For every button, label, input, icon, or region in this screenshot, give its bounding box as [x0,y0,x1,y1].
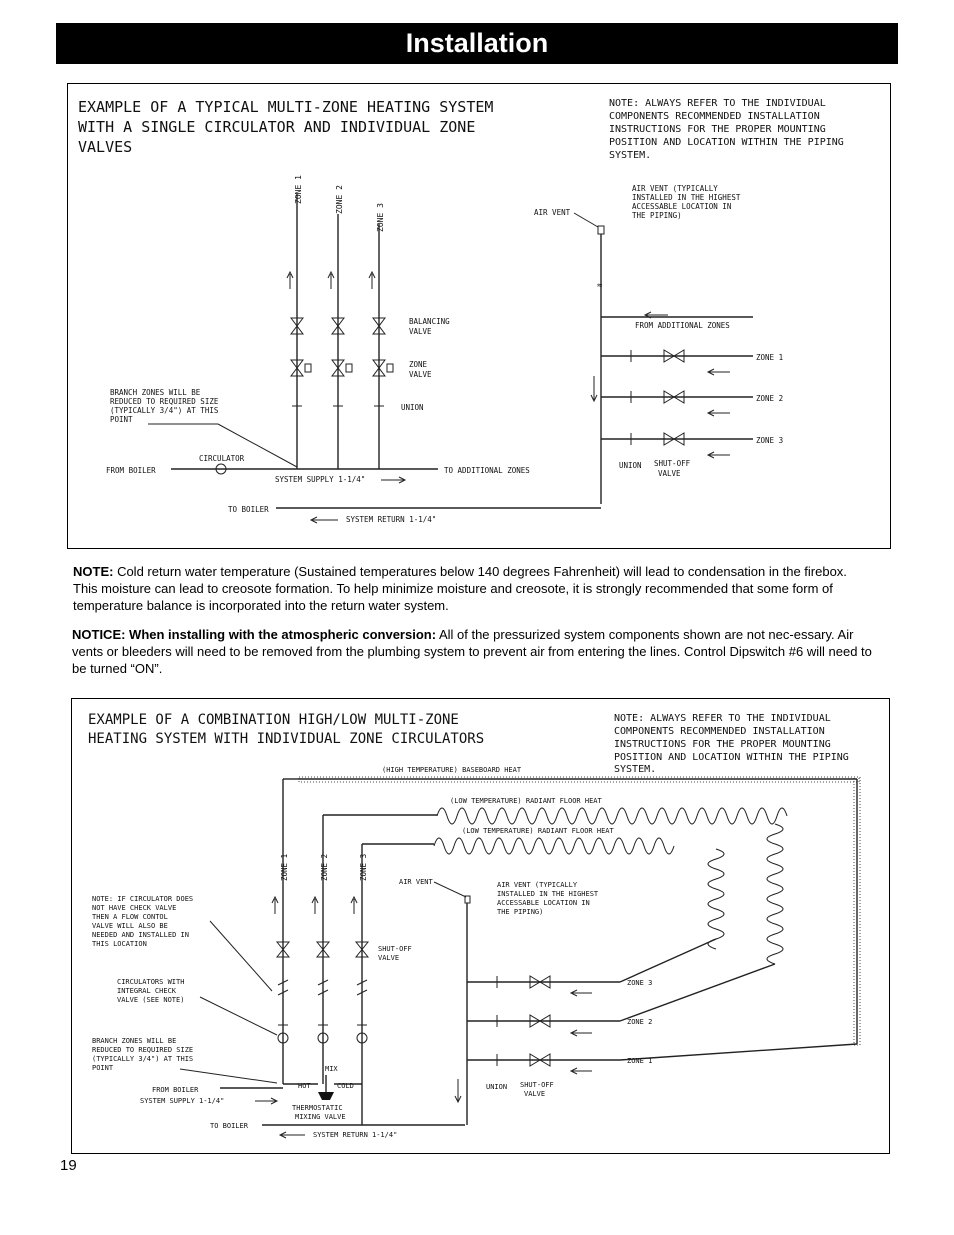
fig1-to-additional-zones: TO ADDITIONAL ZONES [444,466,530,475]
fig1-note-line-4: POSITION AND LOCATION WITHIN THE PIPING [609,137,844,148]
fig1-zone-1-label: ZONE 1 [294,175,303,204]
fig1-zonevalve-label-1: ZONE [409,360,428,369]
fig2-note-line-2: COMPONENTS RECOMMENDED INSTALLATION [614,726,825,737]
fig2-note-line-4: POSITION AND LOCATION WITHIN THE PIPING [614,752,849,763]
fig2-mixing-valve-symbol [318,1092,334,1100]
fig1-right-zone-1: ZONE 1 [756,353,784,362]
fig1-branch-note-1: BRANCH ZONES WILL BE [110,388,201,397]
fig2-radiant-coil-2 [434,838,674,854]
diagram-1-canvas [68,84,890,548]
fig2-system-supply: SYSTEM SUPPLY 1-1/4" [140,1097,225,1105]
fig2-note-line-5: SYSTEM. [614,764,657,775]
fig1-note-line-2: COMPONENTS RECOMMENDED INSTALLATION [609,111,820,122]
fig2-airvent-note-1: AIR VENT (TYPICALLY [497,881,578,889]
diagram-2-canvas [72,699,889,1153]
fig2-radiant-coil-1 [437,808,787,824]
page-title: Installation [405,28,549,58]
fig1-break-mark: ≈ [597,281,603,291]
fig2-circulators-note-2: INTEGRAL CHECK [117,987,177,995]
fig2-high-temp-label: (HIGH TEMPERATURE) BASEBOARD HEAT [382,766,522,774]
fig1-right-zone-2: ZONE 2 [756,394,784,403]
fig2-cold-label: COLD [337,1082,354,1090]
fig2-check-note-4: VALVE WILL ALSO BE [92,922,168,930]
fig2-zone-2-label: ZONE 2 [320,853,329,881]
fig2-right-zone-1: ZONE 1 [627,1057,653,1065]
fig1-airvent-note-3: ACCESSABLE LOCATION IN [632,202,732,211]
fig1-note-line-5: SYSTEM. [609,150,652,161]
fig1-airvent-label: AIR VENT [534,208,571,217]
page-header [56,23,898,64]
fig1-system-return: SYSTEM RETURN 1-1/4" [346,515,437,524]
fig2-to-boiler: TO BOILER [210,1122,248,1130]
fig2-zone-1-label: ZONE 1 [280,853,289,881]
fig2-branch-note-3: (TYPICALLY 3/4") AT THIS [92,1055,194,1063]
fig2-radiant-coil-3 [708,849,724,949]
fig2-right-zone-2: ZONE 2 [627,1018,653,1026]
fig1-from-boiler: FROM BOILER [106,466,156,475]
figure-single-circulator-diagram [67,83,891,549]
fig2-check-note-6: THIS LOCATION [92,940,147,948]
fig1-balancing-label-1: BALANCING [409,317,450,326]
fig2-right-zone-3: ZONE 3 [627,979,653,987]
fig2-thermostatic-label-2: MIXING VALVE [295,1113,346,1121]
fig1-zonevalve-label-2: VALVE [409,370,432,379]
fig2-shutoff-label-2: VALVE [378,954,400,962]
notice-label: NOTICE: When installing with the atmospheric conversion: [72,627,437,642]
fig1-title-line-2: WITH A SINGLE CIRCULATOR AND INDIVIDUAL ZONE [78,118,476,136]
fig2-radiant-coil-4 [767,824,783,964]
fig1-from-additional-zones: FROM ADDITIONAL ZONES [635,321,730,330]
fig1-zone-3-label: ZONE 3 [376,203,385,232]
fig2-circulators-note-1: CIRCULATORS WITH [117,978,185,986]
fig2-zone-3-label: ZONE 3 [359,853,368,881]
fig1-zone-risers [297,194,379,469]
note-text: Cold return water temperature (Sustained temperatures below 140 degrees Fahrenheit) will lead to condensation in the firebox. This moisture can lead to creosote formation. To help minimize moisture and creosote, it is strongly recommended that some form of temperature balance is incorporated into the return water system. [73,564,847,613]
fig2-return-branches [455,939,857,1102]
fig2-check-note-2: NOT HAVE CHECK VALVE [92,904,177,912]
fig2-note-line-1: NOTE: ALWAYS REFER TO THE INDIVIDUAL [614,713,831,724]
fig2-check-note-1: NOTE: IF CIRCULATOR DOES [92,895,194,903]
fig2-shutoff-label-1: SHUT-OFF [378,945,412,953]
fig2-low-temp-label-1: (LOW TEMPERATURE) RADIANT FLOOR HEAT [450,797,602,805]
fig1-note-line-1: NOTE: ALWAYS REFER TO THE INDIVIDUAL [609,98,826,109]
fig1-union-label: UNION [401,403,424,412]
fig2-airvent-note-3: ACCESSABLE LOCATION IN [497,899,590,907]
fig2-thermostatic-label-1: THERMOSTATIC [292,1104,343,1112]
fig1-branch-note-2: REDUCED TO REQUIRED SIZE [110,397,219,406]
fig1-to-boiler: TO BOILER [228,505,269,514]
fig1-title-line-3: VALVES [78,138,133,156]
fig1-airvent-note-4: THE PIPING) [632,211,682,220]
fig1-title-line-1: EXAMPLE OF A TYPICAL MULTI-ZONE HEATING SYSTEM [78,98,494,116]
fig2-union-label: UNION [486,1083,508,1091]
fig2-circulators-note-3: VALVE (SEE NOTE) [117,996,185,1004]
fig1-airvent-note-2: INSTALLED IN THE HIGHEST [632,193,741,202]
fig1-shutoff-label-2: VALVE [658,469,681,478]
fig2-title-line-2: HEATING SYSTEM WITH INDIVIDUAL ZONE CIRCULATORS [88,731,485,747]
fig1-union-label-2: UNION [619,461,642,470]
fig1-branch-note-4: POINT [110,415,133,424]
fig1-system-supply: SYSTEM SUPPLY 1-1/4" [275,475,366,484]
fig2-baseboard-loop [283,777,860,1045]
fig2-note-line-3: INSTRUCTIONS FOR THE PROPER MOUNTING [614,739,831,750]
fig2-check-note-3: THEN A FLOW CONTOL [92,913,168,921]
fig1-note-line-3: INSTRUCTIONS FOR THE PROPER MOUNTING [609,124,826,135]
fig1-zone-2-label: ZONE 2 [335,185,344,214]
fig2-low-temp-label-2: (LOW TEMPERATURE) RADIANT FLOOR HEAT [462,827,614,835]
fig2-branch-note-1: BRANCH ZONES WILL BE [92,1037,177,1045]
fig1-right-zone-3: ZONE 3 [756,436,784,445]
fig2-from-boiler: FROM BOILER [152,1086,199,1094]
fig2-shutoff2-label-2: VALVE [524,1090,546,1098]
fig2-branch-note-2: REDUCED TO REQUIRED SIZE [92,1046,194,1054]
fig2-mix-label: MIX [325,1065,338,1073]
fig2-hot-label: HOT [298,1082,311,1090]
fig1-return-branches [591,350,753,458]
note-label: NOTE: [73,564,114,579]
fig2-shutoff2-label-1: SHUT-OFF [520,1081,554,1089]
fig2-airvent-note-2: INSTALLED IN THE HIGHEST [497,890,599,898]
fig1-airvent-note-1: AIR VENT (TYPICALLY [632,184,718,193]
notice-text: All of the pressurized system components shown are not nec-essary. Air vents or bleeders will need to be removed from the plumbing system to prevent air from entering the lines. Control Dipswitch #6 will need to be turned “ON”. [72,627,872,676]
fig2-check-note-5: NEEDED AND INSTALLED IN [92,931,189,939]
fig2-branch-note-4: POINT [92,1064,114,1072]
fig1-shutoff-label-1: SHUT-OFF [654,459,691,468]
fig2-airvent-label: AIR VENT [399,878,433,886]
fig1-branch-note-3: (TYPICALLY 3/4") AT THIS [110,406,219,415]
fig1-balancing-label-2: VALVE [409,327,432,336]
page-number: 19 [60,1157,77,1174]
fig1-circulator-label: CIRCULATOR [199,454,245,463]
fig2-airvent-note-4: THE PIPING) [497,908,544,916]
fig1-balancing-valves [291,318,393,406]
figure-combination-high-low-diagram [71,698,890,1154]
fig2-system-return: SYSTEM RETURN 1-1/4" [313,1131,398,1139]
fig2-title-line-1: EXAMPLE OF A COMBINATION HIGH/LOW MULTI-ZONE [88,712,459,728]
atmospheric-notice [72,626,872,677]
condensation-note [73,563,873,614]
